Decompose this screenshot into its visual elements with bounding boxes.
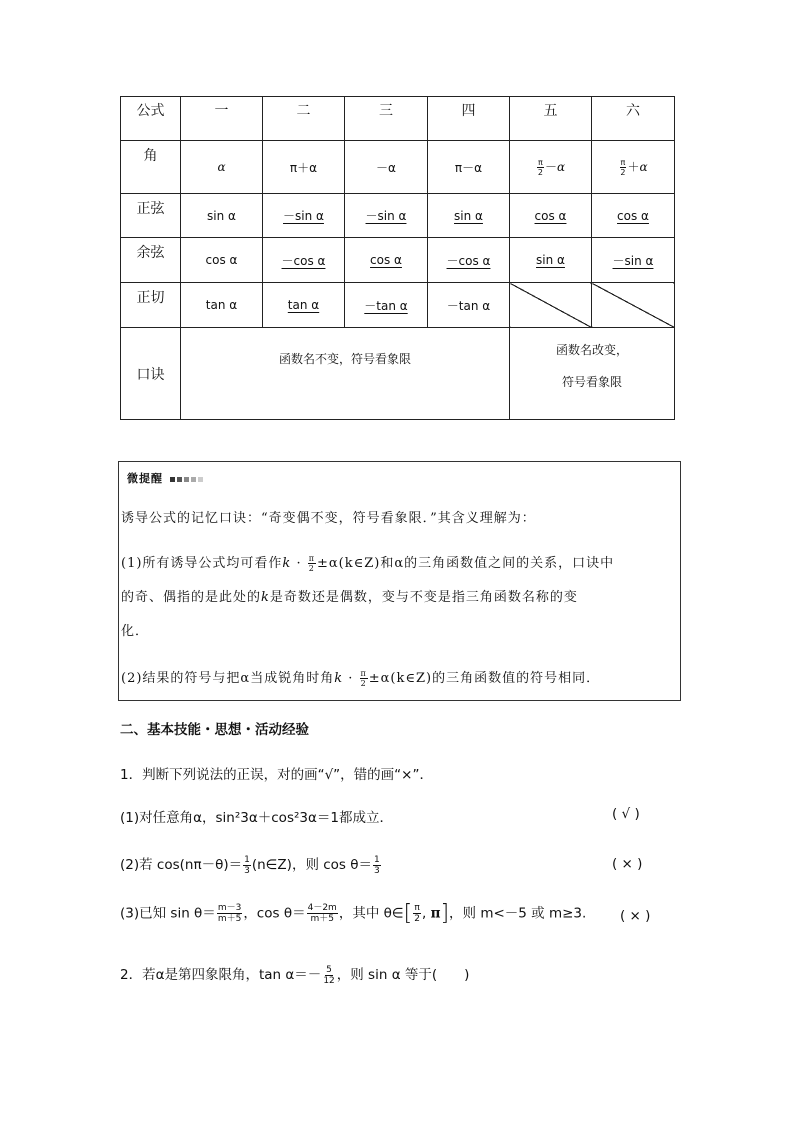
tip-line-3: 的奇、偶指的是此处的k是奇数还是偶数，变与不变是指三角函数名称的变 xyxy=(121,590,578,605)
table-cell: $\frac{\pi}{2}$ －α xyxy=(510,141,592,194)
table-cell: $\frac{\pi}{2}$ ＋α xyxy=(592,141,675,194)
header-cell: 四 xyxy=(428,97,510,141)
table-cell: cos α xyxy=(592,194,675,238)
cosine-row xyxy=(121,238,675,283)
sine-row xyxy=(121,194,675,238)
induction-formula-table xyxy=(120,96,675,420)
question-1-2: (2)若 cos(nπ－θ)＝ $\frac{1}{3}$ (n∈Z)，则 cos θ＝ $\frac{1}{3}$ xyxy=(120,854,380,876)
tangent-row xyxy=(121,283,675,328)
table-cell: －sin α xyxy=(592,238,675,283)
angle-row xyxy=(121,141,675,194)
header-cell: 六 xyxy=(592,97,675,141)
tip-line-2: (1)所有诱导公式均可看作k · $\frac{\pi}{2}$ ±α(k∈Z)和α的三角函数值之间的关系，口诀中 xyxy=(121,554,615,573)
square-icon xyxy=(177,477,182,482)
table-cell: －sin α xyxy=(345,194,428,238)
table-cell: π＋α xyxy=(263,141,345,194)
header-cell: 一 xyxy=(181,97,263,141)
table-cell: α xyxy=(181,141,263,194)
question-1: 1．判断下列说法的正误，对的画“√”，错的画“×”． xyxy=(120,767,433,783)
table-cell: －α xyxy=(345,141,428,194)
header-cell: 三 xyxy=(345,97,428,141)
row-label: 口诀 xyxy=(121,328,181,420)
header-cell: 五 xyxy=(510,97,592,141)
table-cell: cos α xyxy=(345,238,428,283)
question-2: 2．若α是第四象限角，tan α＝－ $\frac{5}{12}$ ，则 sin α 等于( ) xyxy=(120,964,470,986)
answer-mark-3: ( × ) xyxy=(620,908,651,924)
table-cell: －sin α xyxy=(263,194,345,238)
answer-mark-2: ( × ) xyxy=(612,856,643,872)
row-label: 余弦 xyxy=(121,238,181,283)
tip-line-1: 诱导公式的记忆口诀：“奇变偶不变，符号看象限．”其含义理解为： xyxy=(121,511,536,526)
table-cell: sin α xyxy=(510,238,592,283)
row-label: 角 xyxy=(121,141,181,194)
table-cell: cos α xyxy=(510,194,592,238)
mnemonic-changed xyxy=(510,328,675,420)
question-1-3: (3)已知 sin θ＝ $\frac{m-3}{m+5}$ ，cos θ＝ $\frac{4-2m}{m+5}$ ，其中 θ∈[ $\frac{\pi}{2}$ , π]，则 m<－5 或 m≥3. xyxy=(120,901,587,926)
table-cell: －tan α xyxy=(345,283,428,328)
table-cell: －tan α xyxy=(428,283,510,328)
square-icon xyxy=(170,477,175,482)
diagonal-empty-cell xyxy=(510,283,592,328)
table-cell: tan α xyxy=(263,283,345,328)
tip-title xyxy=(127,470,203,486)
tip-box xyxy=(118,461,681,701)
header-cell: 公式 xyxy=(121,97,181,141)
mnemonic-changed-line2: 符号看象限 xyxy=(561,375,622,389)
table-cell: tan α xyxy=(181,283,263,328)
square-icon xyxy=(184,477,189,482)
diagonal-empty-cell xyxy=(592,283,675,328)
table-cell: cos α xyxy=(181,238,263,283)
row-label: 正弦 xyxy=(121,194,181,238)
answer-mark-1: ( √ ) xyxy=(612,806,640,822)
square-icon xyxy=(191,477,196,482)
table-cell: －cos α xyxy=(428,238,510,283)
tip-title-text: 微提醒 xyxy=(127,472,163,485)
mnemonic-changed-line1: 函数名改变， xyxy=(555,343,628,357)
mnemonic-unchanged: 函数名不变，符号看象限 xyxy=(181,328,510,420)
table-header-row xyxy=(121,97,675,141)
question-1-1: (1)对任意角α，sin²3α＋cos²3α＝1都成立． xyxy=(120,810,393,826)
tip-line-5: (2)结果的符号与把α当成锐角时角k · $\frac{\pi}{2}$ ±α(k∈Z)的三角函数值的符号相同． xyxy=(121,669,601,688)
tip-line-4: 化． xyxy=(121,624,150,639)
section-heading: 二、基本技能・思想・活动经验 xyxy=(120,722,309,738)
table-cell: sin α xyxy=(428,194,510,238)
table-cell: sin α xyxy=(181,194,263,238)
square-icon xyxy=(198,477,203,482)
header-cell: 二 xyxy=(263,97,345,141)
table-cell: π－α xyxy=(428,141,510,194)
table-cell: －cos α xyxy=(263,238,345,283)
row-label: 正切 xyxy=(121,283,181,328)
mnemonic-row xyxy=(121,328,675,420)
